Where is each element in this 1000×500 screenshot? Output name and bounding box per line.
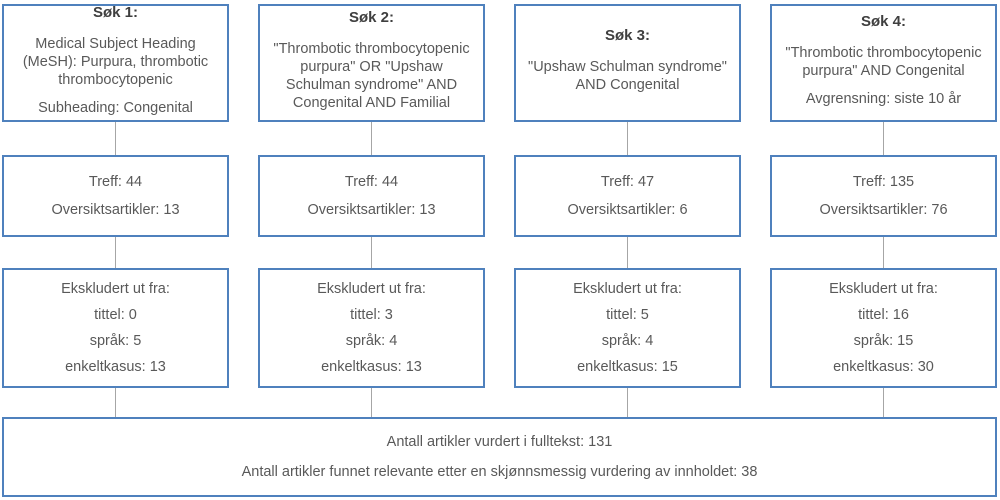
excluded-line: språk: 4 bbox=[601, 333, 654, 349]
summary-line: Antall artikler funnet relevante etter en skjønnsmessig vurdering av innholdet: 38 bbox=[241, 463, 758, 480]
summary-line: Antall artikler vurdert i fulltekst: 131 bbox=[386, 434, 613, 451]
connector-line bbox=[627, 237, 628, 268]
search-title-1: Søk 1: bbox=[92, 3, 138, 21]
connector-line bbox=[115, 388, 116, 417]
flowchart-column-1 bbox=[2, 4, 229, 417]
results-line: Treff: 47 bbox=[600, 173, 655, 190]
excluded-line: enkeltkasus: 13 bbox=[321, 359, 422, 376]
connector-line bbox=[883, 388, 884, 417]
excluded-line: tittel: 5 bbox=[606, 306, 649, 323]
connector-line bbox=[115, 122, 116, 155]
search-box-4 bbox=[770, 4, 997, 122]
results-line: Treff: 44 bbox=[344, 173, 399, 190]
search-title-2: Søk 2: bbox=[348, 8, 394, 26]
flowchart-column-3 bbox=[514, 4, 741, 417]
results-line: Treff: 44 bbox=[88, 173, 143, 190]
search-text-line: "Upshaw Schulman syndrome" AND Congenital bbox=[528, 58, 727, 93]
excluded-box-1 bbox=[2, 268, 229, 388]
excluded-line: Ekskludert ut fra: bbox=[61, 280, 170, 297]
search-box-2 bbox=[258, 4, 485, 122]
search-text-line: Subheading: Congenital bbox=[38, 100, 193, 116]
results-line: Oversiktsartikler: 13 bbox=[307, 202, 436, 218]
results-box-2 bbox=[258, 155, 485, 237]
connector-line bbox=[371, 122, 372, 155]
search-text-line: "Thrombotic thrombocytopenic purpura" AND Congenital bbox=[785, 44, 982, 79]
connector-line bbox=[883, 237, 884, 268]
connector-line bbox=[627, 388, 628, 417]
search-text-line: "Thrombotic thrombocytopenic purpura" OR "Upshaw Schulman syndrome" AND Congenital AND Familial bbox=[273, 40, 470, 111]
connector-line bbox=[883, 122, 884, 155]
results-line: Oversiktsartikler: 76 bbox=[819, 202, 948, 218]
connector-line bbox=[115, 237, 116, 268]
summary-box bbox=[2, 417, 997, 497]
results-line: Treff: 135 bbox=[852, 173, 915, 190]
connector-line bbox=[627, 122, 628, 155]
search-title-3: Søk 3: bbox=[604, 27, 650, 44]
excluded-line: enkeltkasus: 30 bbox=[833, 359, 934, 376]
search-text-line: Medical Subject Heading (MeSH): Purpura, thrombotic thrombocytopenic bbox=[22, 35, 209, 88]
excluded-line: språk: 15 bbox=[853, 333, 914, 349]
flowchart-column-2 bbox=[258, 4, 485, 417]
flowchart-column-4 bbox=[770, 4, 997, 417]
excluded-line: enkeltkasus: 15 bbox=[577, 359, 678, 376]
connector-line bbox=[371, 388, 372, 417]
results-box-3 bbox=[514, 155, 741, 237]
excluded-line: Ekskludert ut fra: bbox=[317, 280, 426, 297]
excluded-box-4 bbox=[770, 268, 997, 388]
search-box-1 bbox=[2, 4, 229, 122]
excluded-line: tittel: 16 bbox=[858, 306, 909, 323]
excluded-box-3 bbox=[514, 268, 741, 388]
results-line: Oversiktsartikler: 6 bbox=[567, 202, 688, 218]
excluded-line: enkeltkasus: 13 bbox=[65, 359, 166, 376]
excluded-line: Ekskludert ut fra: bbox=[573, 280, 682, 297]
results-box-1 bbox=[2, 155, 229, 237]
excluded-line: Ekskludert ut fra: bbox=[829, 280, 938, 297]
excluded-line: språk: 5 bbox=[89, 333, 142, 349]
results-line: Oversiktsartikler: 13 bbox=[51, 202, 180, 218]
excluded-box-2 bbox=[258, 268, 485, 388]
search-box-3 bbox=[514, 4, 741, 122]
excluded-line: språk: 4 bbox=[345, 333, 398, 349]
excluded-line: tittel: 3 bbox=[350, 306, 393, 323]
results-box-4 bbox=[770, 155, 997, 237]
excluded-line: tittel: 0 bbox=[94, 306, 137, 323]
search-title-4: Søk 4: bbox=[860, 12, 906, 30]
search-text-line: Avgrensning: siste 10 år bbox=[805, 90, 962, 107]
connector-line bbox=[371, 237, 372, 268]
